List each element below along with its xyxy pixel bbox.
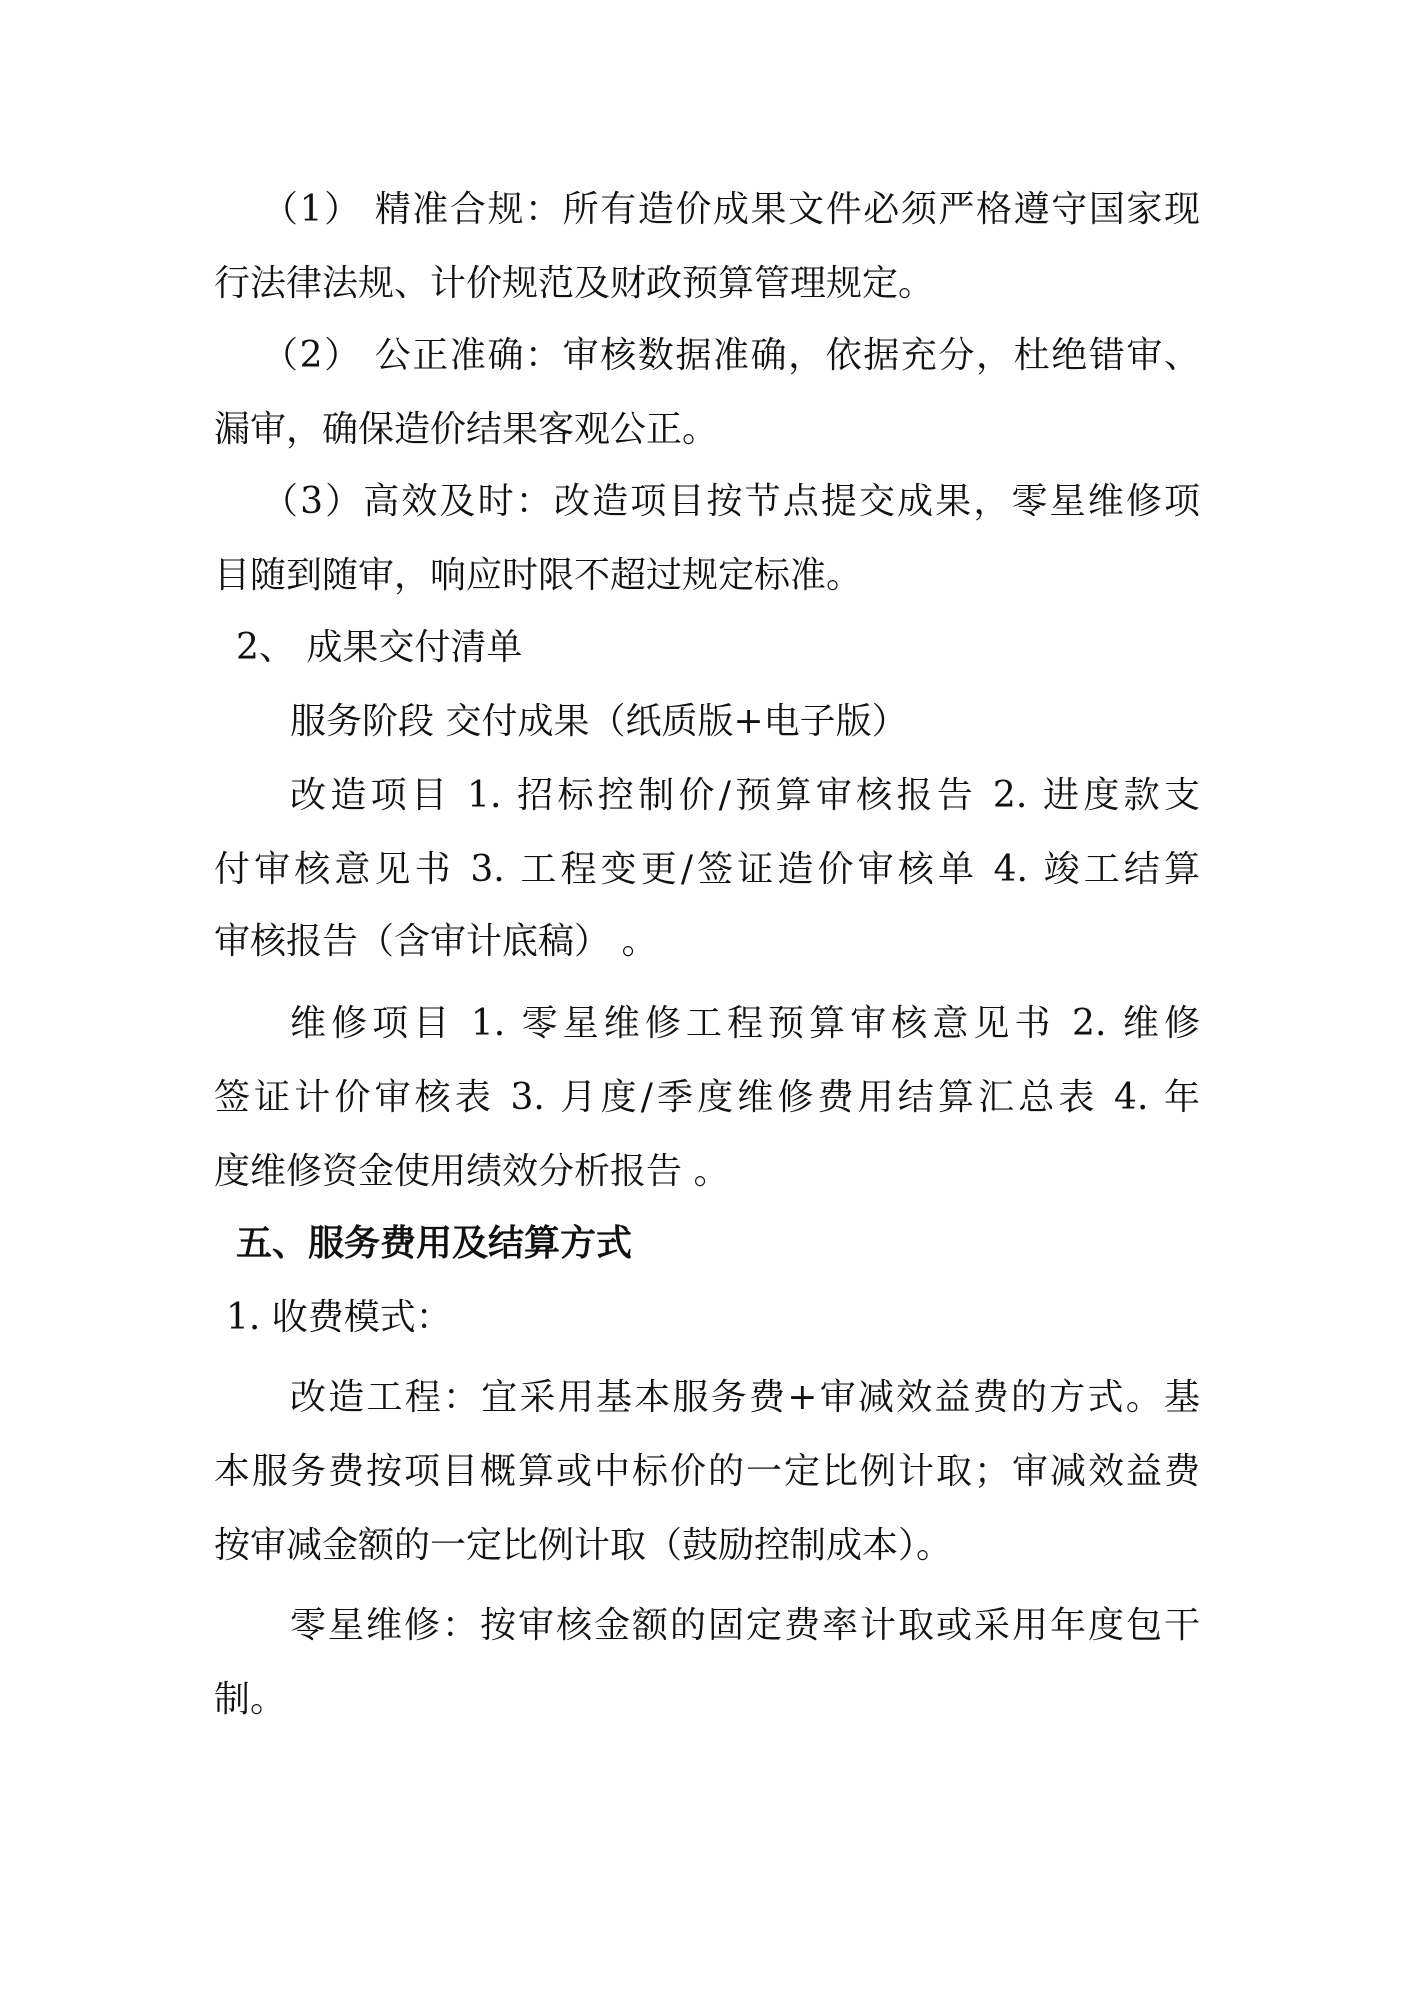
- text-line: 签证计价审核表 3. 月度/季度维修费用结算汇总表 4. 年: [214, 1077, 1200, 1118]
- text-line: 目随到随审，响应时限不超过规定标准。: [214, 555, 863, 596]
- text-line: 漏审，确保造价结果客观公正。: [214, 409, 719, 450]
- text-line: 本服务费按项目概算或中标价的一定比例计取；审减效益费: [214, 1451, 1200, 1492]
- text-line: 零星维修：按审核金额的固定费率计取或采用年度包干: [290, 1605, 1200, 1646]
- text-line: 维修项目 1. 零星维修工程预算审核意见书 2. 维修: [290, 1003, 1200, 1044]
- text-line: （2） 公正准确：审核数据准确，依据充分，杜绝错审、: [262, 335, 1200, 376]
- text-line: 按审减金额的一定比例计取（鼓励控制成本）。: [214, 1525, 953, 1566]
- text-line: 服务阶段 交付成果（纸质版+电子版）: [290, 701, 908, 742]
- text-line: 制。: [214, 1679, 287, 1720]
- text-line: 1. 收费模式：: [226, 1297, 452, 1338]
- text-line: 改造工程：宜采用基本服务费+审减效益费的方式。基: [290, 1377, 1200, 1418]
- text-line: 审核报告（含审计底稿） 。: [214, 921, 658, 962]
- text-line: 行法律法规、计价规范及财政预算管理规定。: [214, 263, 935, 304]
- text-line: （3）高效及时：改造项目按节点提交成果，零星维修项: [262, 481, 1200, 522]
- text-line: 付审核意见书 3. 工程变更/签证造价审核单 4. 竣工结算: [214, 849, 1200, 890]
- text-line: 五、服务费用及结算方式: [236, 1223, 633, 1264]
- text-line: 改造项目 1. 招标控制价/预算审核报告 2. 进度款支: [290, 775, 1200, 816]
- text-line: （1） 精准合规：所有造价成果文件必须严格遵守国家现: [262, 189, 1200, 230]
- text-line: 2、 成果交付清单: [236, 627, 523, 668]
- text-line: 度维修资金使用绩效分析报告 。: [214, 1151, 730, 1192]
